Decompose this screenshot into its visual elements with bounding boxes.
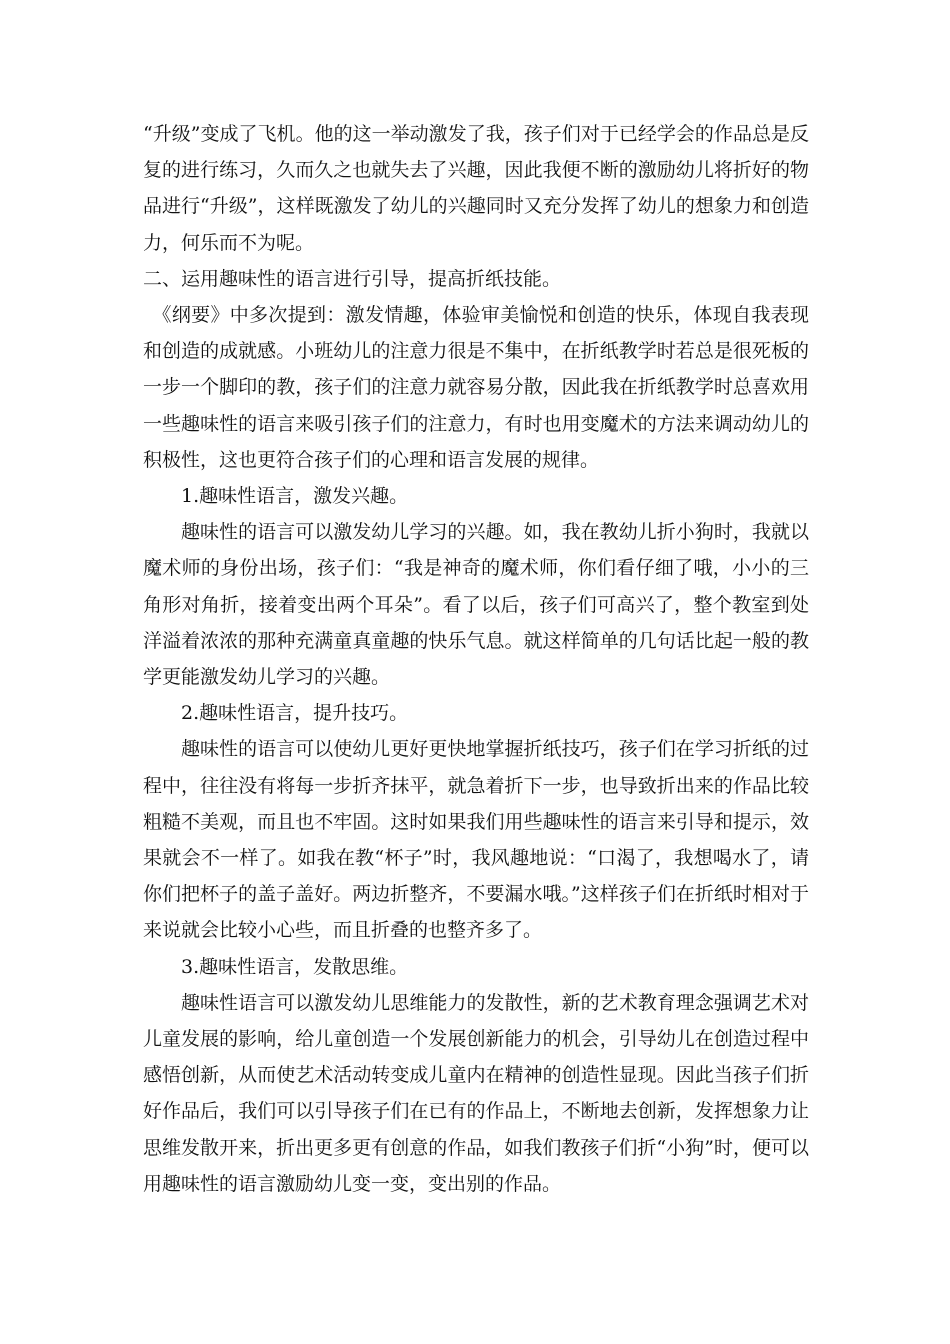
subheading-2: 2.趣味性语言，提升技巧。 <box>181 702 409 725</box>
document-body <box>143 116 809 1202</box>
subheading-1: 1.趣味性语言，激发兴趣。 <box>181 485 409 508</box>
paragraph-continuation: “升级”变成了飞机。他的这一举动激发了我，孩子们对于已经学会的作品总是反复的进行练习，久而久之也就失去了兴趣，因此我便不断的激励幼儿将折好的物品进行“升级”，这样既激发了幼儿的兴趣同时又充分发挥了幼儿的想象力和创造力，何乐而不为呢。 <box>143 123 809 254</box>
paragraph-gangyao: 《纲要》中多次提到：激发情趣，体验审美愉悦和创造的快乐，体现自我表现和创造的成就感。小班幼儿的注意力很是不集中，在折纸教学时若总是很死板的一步一个脚印的教，孩子们的注意力就容易分散，因此我在折纸教学时总喜欢用一些趣味性的语言来吸引孩子们的注意力，有时也用变魔术的方法来调动幼儿的积极性，这也更符合孩子们的心理和语言发展的规律。 <box>143 304 809 471</box>
paragraph-skills: 趣味性的语言可以使幼儿更好更快地掌握折纸技巧，孩子们在学习折纸的过程中，往往没有将每一步折齐抹平，就急着折下一步，也导致折出来的作品比较粗糙不美观，而且也不牢固。这时如果我们用些趣味性的语言来引导和提示，效果就会不一样了。如我在教“杯子”时，我风趣地说：“口渴了，我想喝水了，请你们把杯子的盖子盖好。两边折整齐，不要漏水哦。”这样孩子们在折纸时相对于来说就会比较小心些，而且折叠的也整齐多了。 <box>143 738 809 942</box>
paragraph-interest: 趣味性的语言可以激发幼儿学习的兴趣。如，我在教幼儿折小狗时，我就以魔术师的身份出场，孩子们：“我是神奇的魔术师，你们看仔细了哦，小小的三角形对角折，接着变出两个耳朵”。看了以后，孩子们可高兴了，整个教室到处洋溢着浓浓的那种充满童真童趣的快乐气息。就这样简单的几句话比起一般的教学更能激发幼儿学习的兴趣。 <box>143 521 809 689</box>
section-heading-2: 二、运用趣味性的语言进行引导，提高折纸技能。 <box>143 267 562 290</box>
subheading-3: 3.趣味性语言，发散思维。 <box>181 955 409 978</box>
paragraph-thinking: 趣味性语言可以激发幼儿思维能力的发散性，新的艺术教育理念强调艺术对儿童发展的影响，给儿童创造一个发展创新能力的机会，引导幼儿在创造过程中感悟创新，从而使艺术活动转变成儿童内在精神的创造性显现。因此当孩子们折好作品后，我们可以引导孩子们在已有的作品上，不断地去创新，发挥想象力让思维发散开来，折出更多更有创意的作品，如我们教孩子们折“小狗”时，便可以用趣味性的语言激励幼儿变一变，变出别的作品。 <box>143 991 809 1195</box>
